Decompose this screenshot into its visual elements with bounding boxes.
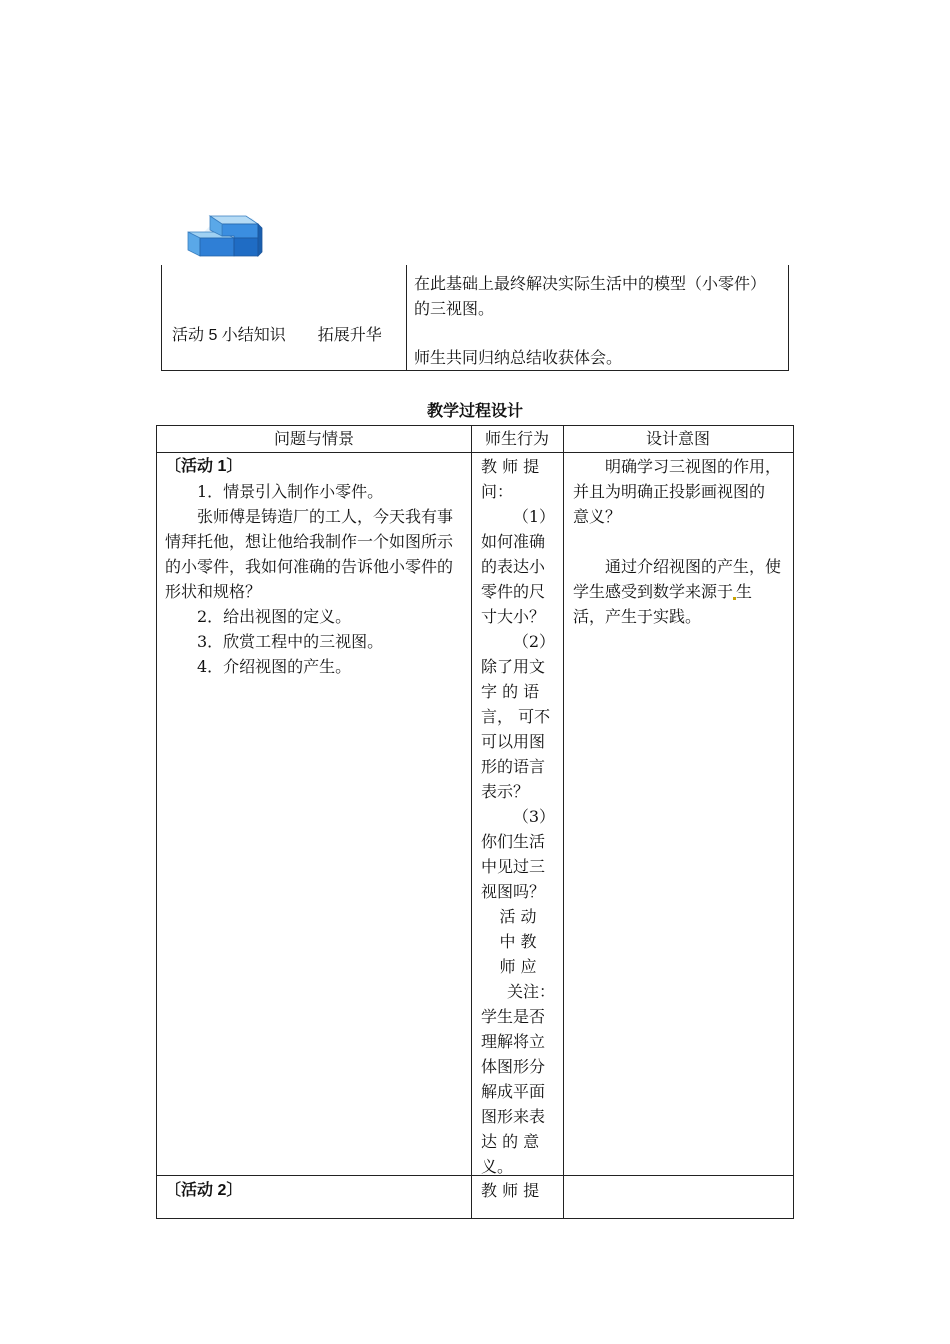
teacher-line: 你们生活 <box>481 832 546 851</box>
description-line: 的三视图。 <box>414 299 495 318</box>
teacher-line: 解成平面 <box>481 1082 546 1101</box>
intent-line: 明确学习三视图的作用， <box>605 457 782 476</box>
activity-2-label: 〔活动 2〕 <box>165 1182 243 1199</box>
header-intent: 设计意图 <box>645 429 710 448</box>
teacher-line: 视图吗？ <box>481 882 546 901</box>
list-item: 张师傅是铸造厂的工人，今天我有事 <box>197 507 454 526</box>
list-item: 1．情景引入制作小零件。 <box>197 482 384 501</box>
summary-table-fragment <box>161 265 789 371</box>
teacher-line: 中见过三 <box>481 857 546 876</box>
activity-5-label <box>172 322 382 345</box>
teacher-line: 形的语言 <box>481 757 546 776</box>
teacher-line: （1） <box>512 507 555 526</box>
teacher-line: 如何准确 <box>481 532 546 551</box>
description-line: 在此基础上最终解决实际生活中的模型（小零件） <box>414 274 767 293</box>
activity-1-teacher-behavior <box>481 454 555 1179</box>
activity-1-design-intent <box>573 454 787 629</box>
teacher-line: 达 的 意 <box>481 1132 540 1151</box>
activity-5-description <box>414 271 782 370</box>
intent-line-part: 生 <box>736 582 753 601</box>
teacher-line: 关注： <box>506 982 555 1001</box>
list-item: 情拜托他，想让他给我制作一个如图所示 <box>165 532 454 551</box>
teacher-line: 学生是否 <box>481 1007 546 1026</box>
activity-1-situation <box>165 454 465 679</box>
teacher-line: 活 动 <box>499 907 537 926</box>
teacher-line: 教 师 提 <box>481 457 540 476</box>
teacher-line: （3） <box>512 807 555 826</box>
activity-5-subtitle: 拓展升华 <box>317 327 382 344</box>
header-situation: 问题与情景 <box>273 429 354 448</box>
teacher-line: 中 教 <box>499 932 537 951</box>
intent-line: 通过介绍视图的产生，使 <box>605 557 782 576</box>
list-item: 2．给出视图的定义。 <box>197 607 352 626</box>
header-divider <box>157 452 793 453</box>
list-item: 4．介绍视图的产生。 <box>197 657 352 676</box>
column-divider <box>471 426 472 1218</box>
activity-2-teacher-behavior <box>481 1178 555 1203</box>
list-item: 的小零件，我如何准确的告诉他小零件的 <box>165 557 454 576</box>
column-divider <box>563 426 564 1218</box>
header-behavior: 师生行为 <box>484 429 549 448</box>
row-divider <box>157 1175 793 1176</box>
column-divider <box>406 265 407 370</box>
teacher-line: 理解将立 <box>481 1032 546 1051</box>
teacher-line: 除了用文 <box>481 657 546 676</box>
intent-line: 并且为明确正投影画视图的 <box>573 482 766 501</box>
list-item: 形状和规格？ <box>165 582 262 601</box>
teacher-line: 零件的尺 <box>481 582 546 601</box>
stair-model-image <box>160 206 284 270</box>
teacher-line: 寸大小？ <box>481 607 546 626</box>
activity-1-label: 〔活动 1〕 <box>165 458 243 475</box>
teacher-line: 师 应 <box>499 957 537 976</box>
intent-line: 活，产生于实践。 <box>573 607 702 626</box>
teacher-line: （2） <box>512 632 555 651</box>
teaching-process-table <box>156 425 794 1219</box>
teacher-line: 义。 <box>481 1157 514 1176</box>
description-line: 师生共同归纳总结收获体会。 <box>414 348 623 367</box>
teacher-line: 体图形分 <box>481 1057 546 1076</box>
intent-line-part: 学生感受到数学来源于 <box>573 582 734 601</box>
intent-line <box>573 579 787 604</box>
activity-2-situation <box>165 1178 465 1203</box>
teacher-line: 字 的 语 <box>481 682 540 701</box>
intent-line: 意义？ <box>573 507 622 526</box>
teacher-line: 的表达小 <box>481 557 546 576</box>
list-item: 3．欣赏工程中的三视图。 <box>197 632 384 651</box>
teacher-line: 图形来表 <box>481 1107 546 1126</box>
activity-5-title: 活动 5 小结知识 <box>172 327 286 344</box>
section-title: 教学过程设计 <box>426 403 523 420</box>
teacher-line: 教 师 提 <box>481 1181 540 1200</box>
teacher-line: 可以用图 <box>481 732 546 751</box>
teacher-line: 问： <box>481 482 514 501</box>
teacher-line: 言， 可不 <box>481 707 551 726</box>
teacher-line: 表示？ <box>481 782 530 801</box>
